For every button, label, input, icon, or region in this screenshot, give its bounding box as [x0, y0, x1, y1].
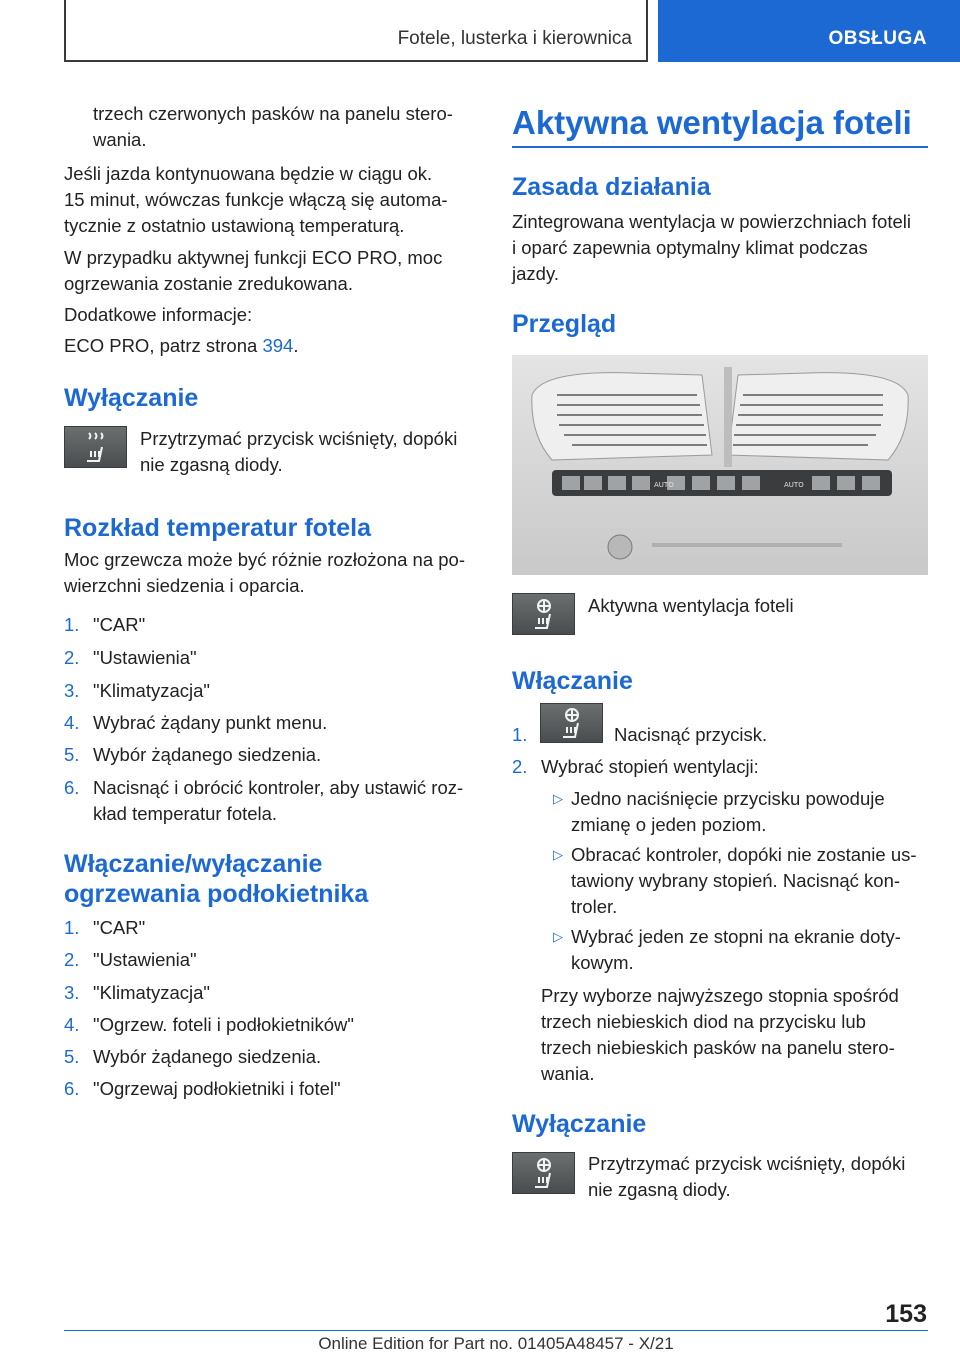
dashboard-vents-photo — [512, 355, 928, 575]
paragraph: Dodatkowe informacje: — [64, 304, 253, 325]
step-text: Nacisnąć przycisk. — [614, 724, 768, 745]
step-text: "Ustawienia" — [93, 647, 197, 668]
paragraph: W przypadku aktywnej funkcji ECO PRO, moc ogrzewania zostanie zredukowana. — [64, 247, 443, 294]
step-number: 6. — [64, 1078, 80, 1099]
paragraph: trzech czerwonych pasków na panelu stero- wania. — [93, 103, 453, 150]
step-number: 1. — [64, 917, 80, 938]
chapter-tab-label: OBSŁUGA — [828, 28, 927, 49]
cross-reference-text: ECO PRO, patrz strona — [64, 335, 263, 356]
principle-text: Zintegrowana wentylacja w powierzchniach foteli i oparć zapewnia optymalny klimat podczas jazdy. — [512, 211, 911, 284]
step-number: 4. — [64, 712, 80, 733]
page-number: 153 — [885, 1300, 927, 1328]
icon-caption: Aktywna wentylacja foteli — [588, 595, 794, 616]
step-number: 2. — [512, 756, 528, 777]
page-link[interactable]: 394 — [262, 335, 294, 356]
bullet-text: Wybrać jeden ze stopni na ekranie doty- kowym. — [571, 926, 901, 973]
heading-armrest-heating: Włączanie/wyłączanie ogrzewania podłokietnika — [64, 850, 369, 908]
footer-rule — [64, 1330, 928, 1331]
heading-temp-distribution: Rozkład temperatur fotela — [64, 514, 372, 542]
bullet-text: Jedno naciśnięcie przycisku powoduje zmianę o jeden poziom. — [571, 788, 885, 835]
step-text: "Ogrzewaj podłokietniki i fotel" — [93, 1078, 341, 1099]
seat-heating-button-icon — [64, 426, 127, 468]
step-text: "CAR" — [93, 614, 146, 635]
seat-ventilation-button-icon — [512, 1152, 575, 1194]
step-text: Nacisnąć i obrócić kontroler, aby ustawić roz- kład temperatur fotela. — [93, 777, 464, 824]
seat-ventilation-button-icon — [540, 703, 603, 743]
step-number: 1. — [512, 724, 528, 745]
bullet-triangle-icon: ▷ — [553, 791, 563, 806]
step-number: 6. — [64, 777, 80, 798]
cross-reference — [64, 333, 474, 359]
note-text: Przy wyborze najwyższego stopnia spośród trzech niebieskich diod na przycisku lub trzech niebieskich pasków na panelu stero- wania. — [541, 985, 899, 1084]
step-text: "Klimatyzacja" — [93, 982, 210, 1003]
cross-reference-end: . — [293, 335, 299, 356]
auto-label: AUTO — [784, 481, 804, 489]
title-underline — [512, 146, 928, 148]
section-title-ventilation: Aktywna wentylacja foteli — [512, 104, 912, 141]
header-section-box — [64, 0, 648, 62]
step-number: 5. — [64, 744, 80, 765]
footer-edition: Online Edition for Part no. 01405A48457 - X/21 — [318, 1334, 674, 1353]
step-number: 3. — [64, 982, 80, 1003]
bullet-triangle-icon: ▷ — [553, 847, 563, 862]
bullet-triangle-icon: ▷ — [553, 929, 563, 944]
section-title: Fotele, lusterka i kierownica — [397, 28, 632, 49]
step-number: 5. — [64, 1046, 80, 1067]
heading-switch-off: Wyłączanie — [64, 384, 199, 412]
seat-ventilation-button-icon — [512, 593, 575, 635]
step-text: "Ogrzew. foteli i podłokietników" — [93, 1014, 354, 1035]
step-text: "Ustawienia" — [93, 949, 197, 970]
chapter-tab[interactable] — [658, 0, 960, 62]
step-text: "CAR" — [93, 917, 146, 938]
step-text: Wybrać stopień wentylacji: — [541, 756, 759, 777]
switch-off-text: Przytrzymać przycisk wciśnięty, dopóki nie zgasną diody. — [140, 428, 458, 475]
step-number: 3. — [64, 680, 80, 701]
heading-principle: Zasada działania — [512, 173, 711, 201]
step-number: 1. — [64, 614, 80, 635]
paragraph: Jeśli jazda kontynuowana będzie w ciągu ok. 15 minut, wówczas funkcje włączą się automa- tycznie z ostatnio ustawioną temperaturą. — [64, 163, 448, 236]
switch-off-text: Przytrzymać przycisk wciśnięty, dopóki nie zgasną diody. — [588, 1153, 906, 1200]
step-text: "Klimatyzacja" — [93, 680, 210, 701]
step-text: Wybór żądanego siedzenia. — [93, 744, 322, 765]
heading-switch-off: Wyłączanie — [512, 1110, 647, 1138]
step-number: 2. — [64, 647, 80, 668]
heading-switch-on: Włączanie — [512, 667, 633, 695]
heading-overview: Przegląd — [512, 310, 617, 338]
step-text: Wybrać żądany punkt menu. — [93, 712, 328, 733]
step-number: 4. — [64, 1014, 80, 1035]
bullet-text: Obracać kontroler, dopóki nie zostanie us- tawiony wybrany stopień. Nacisnąć kon- troler. — [571, 844, 917, 917]
temp-distribution-text: Moc grzewcza może być różnie rozłożona na po- wierzchni siedzenia i oparcia. — [64, 549, 466, 596]
step-number: 2. — [64, 949, 80, 970]
step-text: Wybór żądanego siedzenia. — [93, 1046, 322, 1067]
auto-label: AUTO — [654, 481, 674, 489]
